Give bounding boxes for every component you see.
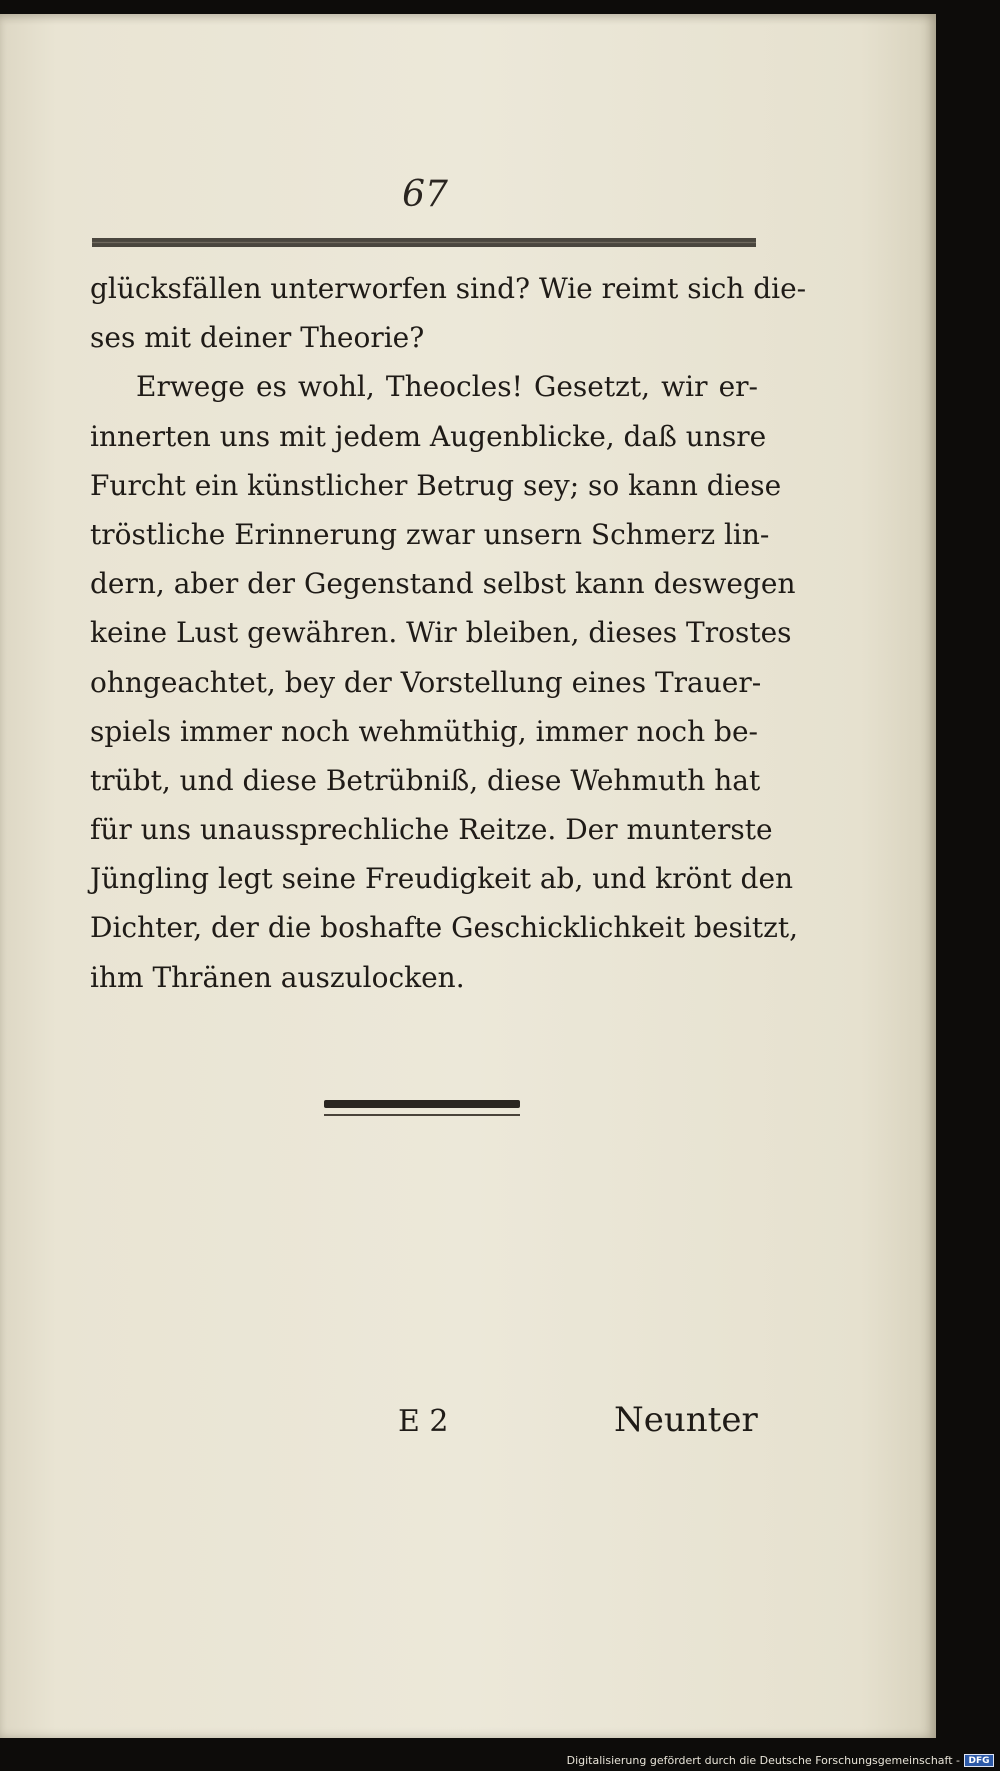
text-line-3: Erwege es wohl, Theocles! Gesetzt, wir er- [136, 370, 758, 404]
section-end-ornament [324, 1098, 520, 1122]
digitization-credit: Digitalisierung gefördert durch die Deutsche Forschungsgemeinschaft - [566, 1754, 960, 1767]
text-line-15: ihm Thränen auszulocken. [90, 960, 465, 994]
text-line-1: glücksfällen unterworfen sind? Wie reimt sich die- [90, 272, 807, 305]
book-page [0, 14, 936, 1738]
dfg-logo: DFG [964, 1754, 994, 1767]
catchword: Neunter [614, 1400, 758, 1440]
text-line-5: Furcht ein künstlicher Betrug sey; so kann diese [90, 468, 782, 502]
text-line-10: spiels immer noch wehmüthig, immer noch be- [90, 714, 758, 748]
ornament-bar [324, 1100, 520, 1108]
text-line-6: tröstliche Erinnerung zwar unsern Schmerz lin- [90, 517, 770, 551]
ornament-rule [324, 1114, 520, 1116]
text-line-7: dern, aber der Gegenstand selbst kann deswegen [90, 567, 796, 601]
signature-mark: E 2 [398, 1404, 449, 1439]
text-line-13: Jüngling legt seine Freudigkeit ab, und krönt den [90, 862, 794, 896]
text-line-14: Dichter, der die boshafte Geschicklichkeit besitzt, [90, 911, 799, 945]
text-line-11: trübt, und diese Betrübniß, diese Wehmuth hat [90, 763, 761, 797]
header-rule [92, 238, 756, 247]
text-line-4: innerten uns mit jedem Augenblicke, daß unsre [90, 419, 767, 453]
text-line-8: keine Lust gewähren. Wir bleiben, dieses Trostes [90, 616, 792, 650]
body-text [90, 264, 807, 1002]
page-number: 67 [402, 174, 448, 215]
text-line-2: ses mit deiner Theorie? [90, 321, 425, 355]
text-line-12: für uns unaussprechliche Reitze. Der munterste [90, 813, 773, 847]
text-line-9: ohngeachtet, bey der Vorstellung eines Trauer- [90, 665, 762, 699]
